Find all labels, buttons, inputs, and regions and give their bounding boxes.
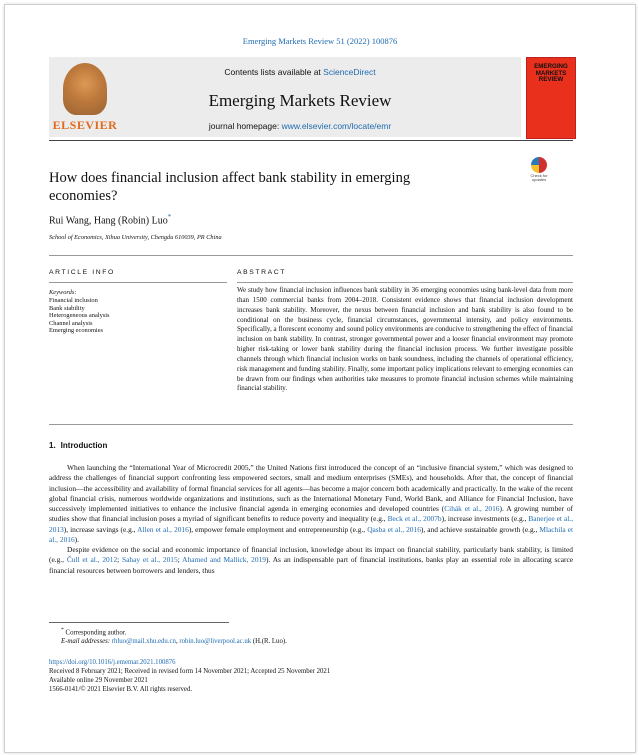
introduction-heading [49, 441, 107, 450]
text-run: ), and achieve sustainable growth (e.g., [420, 524, 540, 534]
footnote-mark: * [61, 627, 64, 633]
contents-prefix: Contents lists available at [224, 67, 324, 77]
text-run: ; [177, 555, 183, 565]
introduction-body [49, 463, 573, 576]
intro-paragraph-1 [49, 463, 573, 545]
journal-citation[interactable]: Emerging Markets Review 51 (2022) 100876 [242, 36, 398, 46]
keyword: Channel analysis [49, 319, 93, 327]
journal-homepage [125, 121, 475, 131]
contents-line [125, 67, 475, 77]
reference-link[interactable]: Allen et al., 2016 [137, 524, 189, 534]
abstract-rule [237, 282, 573, 283]
email-line [61, 637, 287, 646]
footnote [61, 626, 287, 646]
corresponding-label: Corresponding author. [65, 629, 127, 637]
corresponding-author-mark[interactable]: * [167, 213, 172, 221]
journal-title: Emerging Markets Review [208, 91, 392, 110]
keyword: Heterogeneous analysis [49, 312, 110, 320]
copyright: 1566-0141/© 2021 Elsevier B.V. All rights reserved. [49, 685, 193, 693]
text-run: Despite evidence on the social and economic importance of financial inclusion, knowledge about its impact on financial stability, particularly bank stability, is limited (e.g., [49, 545, 573, 565]
section-title: Introduction [60, 441, 108, 450]
elsevier-logo [49, 59, 121, 135]
keyword: Bank stability [49, 304, 85, 312]
reference-link[interactable]: Beck et al., 2007b [387, 514, 442, 524]
text-run: When launching the “International Year of Microcredit 2005,” the United Nations first introduced the concept of an “inclusive financial system,” which was designed to address the challenges of financial support confronting less empowered sectors, small and medium enterprises (SMEs), and households. After that, the concept of financial inclusion—the accessibility and availability of formal financial services for all agents—has become a major concern both academically and practically. In the wake of the recent global financial crisis, numerous worldwide organizations and institutions, such as the International Monetary Fund, World Bank, and Alliance for Financial Inclusion, have successively implemented initiatives to enhance the inclusive financial agenda in emerging economies and developed countries ( [49, 463, 573, 513]
intro-paragraph-2 [49, 545, 573, 576]
keyword: Emerging economies [49, 327, 104, 335]
keywords-list [49, 297, 110, 335]
reference-link[interactable]: Sahay et al., 2015 [122, 555, 178, 565]
footnote-rule [49, 622, 229, 623]
text-run: ). A growing number of studies show that financial inclusion poses a myriad of significant benefits to reduce poverty and inequality (e.g., [49, 504, 573, 524]
keywords-label: Keywords: [49, 289, 77, 296]
authors: Rui Wang, Hang (Robin) Luo [49, 215, 168, 227]
email-label: E-mail addresses: [61, 638, 111, 646]
article-page [4, 4, 636, 753]
homepage-prefix: journal homepage: [208, 121, 282, 131]
text-run: ), increase investments (e.g., [441, 514, 529, 524]
reference-link[interactable]: Ahamed and Mallick, 2019 [182, 555, 266, 565]
text-run: ). As an indispensable part of financial institutions, banks play an essential role in allocating scarce financial resources between borrowers and lenders, thus [49, 555, 574, 575]
author-list [49, 213, 171, 226]
check-for-updates-button[interactable] [527, 157, 551, 187]
abstract-text: We study how financial inclusion influences bank stability in 36 emerging economies using bank-level data from more than 1500 commercial banks from 2004–2018. Consistent evidence shows that financial inclusion development increases bank stability. Moreover, the nexus between financial inclusion and bank stability is also found to be conditional on the business cycle, financial circumstances, governmental intensity, and policy environments. Specifically, a florescent economy and sound policy environments are conducive to strengthening the effect of financial inclusion on bank stability. In contrast, stronger governmental power and a looser financial environment may promote higher risk-taking or lower bank stability during the financial inclusion process. We further investigate possible channels through which financial inclusion works on bank soundness, including the channels of operational efficiency, risk management and funding stability. Finally, some important policy implications relevant to emerging economies can be drawn from our findings when authorities take measures to promote financial inclusion schemes while maintaining financial stability. [237, 286, 573, 393]
header-rule [49, 140, 573, 141]
email-link[interactable]: robin.luo@liverpool.ac.uk [179, 638, 252, 646]
corresponding-author-note [61, 626, 287, 637]
text-run: ), increase savings (e.g., [63, 524, 138, 534]
doi-link[interactable]: https://doi.org/10.1016/j.ememar.2021.100876 [49, 659, 176, 666]
sciencedirect-link[interactable]: ScienceDirect [323, 67, 376, 77]
article-title: How does financial inclusion affect bank stability in emerging economies? [49, 170, 411, 204]
text-run: ; [117, 555, 123, 565]
article-info-rule [49, 282, 227, 283]
received-dates: Received 8 February 2021; Received in revised form 14 November 2021; Accepted 25 November 2021 [49, 668, 331, 675]
text-run: ), empower female employment and entrepreneurship (e.g., [188, 524, 368, 534]
affiliation: School of Economics, Xihua University, Chengdu 610039, PR China [49, 234, 222, 241]
reference-link[interactable]: Banerjee et al., 2013 [49, 514, 573, 534]
article-info-heading: ARTICLE INFO [49, 269, 115, 276]
online-date: Available online 29 November 2021 [49, 676, 148, 684]
publication-history [49, 668, 330, 694]
cover-title: EMERGING MARKETS REVIEW [534, 63, 568, 84]
publisher-logo-text: ELSEVIER [52, 118, 118, 132]
email-suffix: (H.(R. Luo). [251, 638, 287, 646]
abstract-end-rule [49, 424, 573, 425]
tree-icon [63, 63, 107, 115]
reference-link[interactable]: Mlachila et al., 2016 [49, 524, 574, 544]
reference-link[interactable]: Čull et al., 2012 [66, 555, 118, 565]
reference-link[interactable]: Qasba et al., 2016 [367, 524, 421, 534]
crossmark-icon [531, 157, 547, 173]
abstract-heading: ABSTRACT [237, 269, 287, 276]
email-link[interactable]: rhluo@mail.xhu.edu.cn [111, 638, 176, 646]
section-rule [49, 255, 573, 256]
keyword: Financial inclusion [49, 297, 98, 304]
journal-cover [526, 57, 576, 139]
homepage-link[interactable]: www.elsevier.com/locate/emr [281, 121, 392, 131]
section-number: 1. [49, 441, 56, 450]
reference-link[interactable]: Cihák et al., 2016 [444, 504, 500, 513]
text-run: ). [74, 534, 79, 544]
email-separator: , [175, 638, 180, 646]
crossmark-label: Check for updates [530, 173, 548, 183]
